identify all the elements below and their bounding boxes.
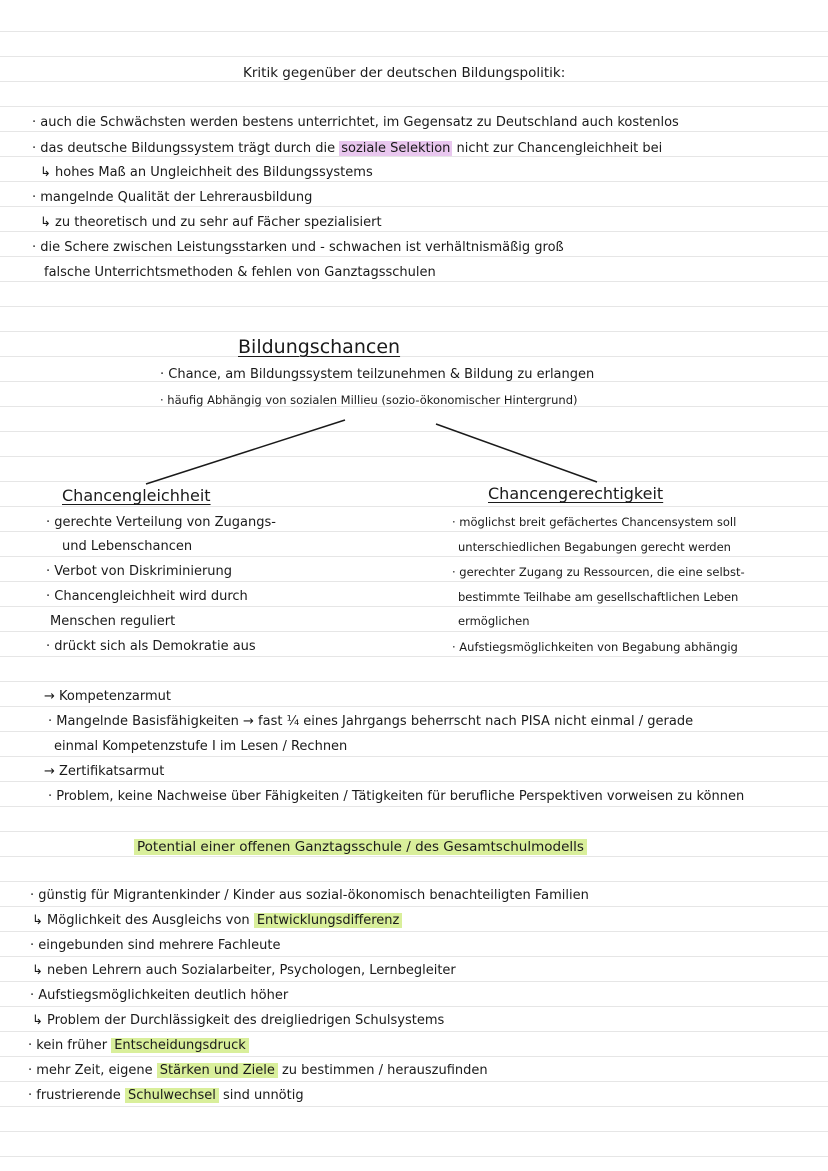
list-item: · kein früher Entscheidungsdruck: [28, 1037, 249, 1055]
list-item: · Aufstiegsmöglichkeiten deutlich höher: [30, 988, 289, 1003]
highlight: Entscheidungsdruck: [111, 1038, 249, 1053]
list-item: · die Schere zwischen Leistungsstarken und - schwachen ist verhältnismäßig groß: [32, 240, 564, 255]
list-item: · drückt sich als Demokratie aus: [46, 639, 256, 654]
list-item: · Verbot von Diskriminierung: [46, 564, 233, 579]
list-item: · möglichst breit gefächertes Chancensystem soll: [452, 515, 737, 529]
zertifikatsarmut-heading: → Zertifikatsarmut: [44, 764, 165, 779]
highlight: soziale Selektion: [341, 141, 451, 156]
list-item: Menschen reguliert: [50, 614, 176, 629]
list-item: · frustrierende Schulwechsel sind unnötig: [28, 1088, 304, 1103]
connector-left: [146, 420, 345, 484]
list-item: unterschiedlichen Begabungen gerecht werden: [458, 540, 731, 554]
list-item: · das deutsche Bildungssystem trägt durch die soziale Selektion nicht zur Chancengleichheit bei: [32, 141, 663, 156]
list-item: · Mangelnde Basisfähigkeiten → fast ¼ eines Jahrgangs beherrscht nach PISA nicht einmal / gerade: [48, 714, 694, 729]
bildungschancen-heading: Bildungschancen: [238, 336, 401, 358]
list-item: ermöglichen: [458, 614, 530, 628]
list-item: einmal Kompetenzstufe I im Lesen / Rechnen: [54, 739, 348, 754]
highlight: Entwicklungsdifferenz: [254, 913, 403, 928]
definition-line: · häufig Abhängig von sozialen Millieu (sozio-ökonomischer Hintergrund): [160, 393, 578, 407]
chancengerechtigkeit-heading: Chancengerechtigkeit: [488, 484, 664, 503]
list-item: ↳ Möglichkeit des Ausgleichs von Entwicklungsdifferenz: [32, 912, 402, 930]
connector-right: [436, 424, 597, 482]
list-item: · Aufstiegsmöglichkeiten von Begabung abhängig: [452, 640, 738, 654]
list-item: · Problem, keine Nachweise über Fähigkeiten / Tätigkeiten für berufliche Perspektiven vorweisen zu können: [48, 789, 745, 804]
list-item: · Chancengleichheit wird durch: [46, 589, 248, 604]
list-item: · auch die Schwächsten werden bestens unterrichtet, im Gegensatz zu Deutschland auch kostenlos: [32, 115, 679, 130]
list-item: ↳ hohes Maß an Ungleichheit des Bildungssystems: [40, 165, 373, 180]
list-item: ↳ neben Lehrern auch Sozialarbeiter, Psychologen, Lernbegleiter: [32, 963, 456, 978]
potential-heading: Potential einer offenen Ganztagsschule / des Gesamtschulmodells: [134, 838, 587, 856]
connector-lines: [0, 0, 828, 520]
list-item: · gerechte Verteilung von Zugangs-: [46, 515, 276, 530]
page-title: Kritik gegenüber der deutschen Bildungspolitik:: [243, 65, 566, 81]
list-item: ↳ zu theoretisch und zu sehr auf Fächer spezialisiert: [40, 215, 382, 230]
list-item: · gerechter Zugang zu Ressourcen, die eine selbst-: [452, 565, 745, 579]
chancengleichheit-heading: Chancengleichheit: [62, 486, 211, 505]
list-item: und Lebenschancen: [62, 539, 193, 554]
highlight: Stärken und Ziele: [157, 1063, 278, 1078]
list-item: falsche Unterrichtsmethoden & fehlen von Ganztagsschulen: [44, 265, 436, 280]
list-item: · günstig für Migrantenkinder / Kinder aus sozial-ökonomisch benachteiligten Familien: [30, 888, 589, 903]
kompetenzarmut-heading: → Kompetenzarmut: [44, 689, 172, 704]
highlight: Schulwechsel: [125, 1088, 219, 1103]
list-item: · mehr Zeit, eigene Stärken und Ziele zu bestimmen / herauszufinden: [28, 1063, 488, 1078]
list-item: · mangelnde Qualität der Lehrerausbildung: [32, 190, 313, 205]
definition-line: · Chance, am Bildungssystem teilzunehmen & Bildung zu erlangen: [160, 367, 595, 382]
list-item: · eingebunden sind mehrere Fachleute: [30, 938, 281, 953]
list-item: bestimmte Teilhabe am gesellschaftlichen Leben: [458, 590, 739, 604]
list-item: ↳ Problem der Durchlässigkeit des dreigliedrigen Schulsystems: [32, 1013, 445, 1028]
